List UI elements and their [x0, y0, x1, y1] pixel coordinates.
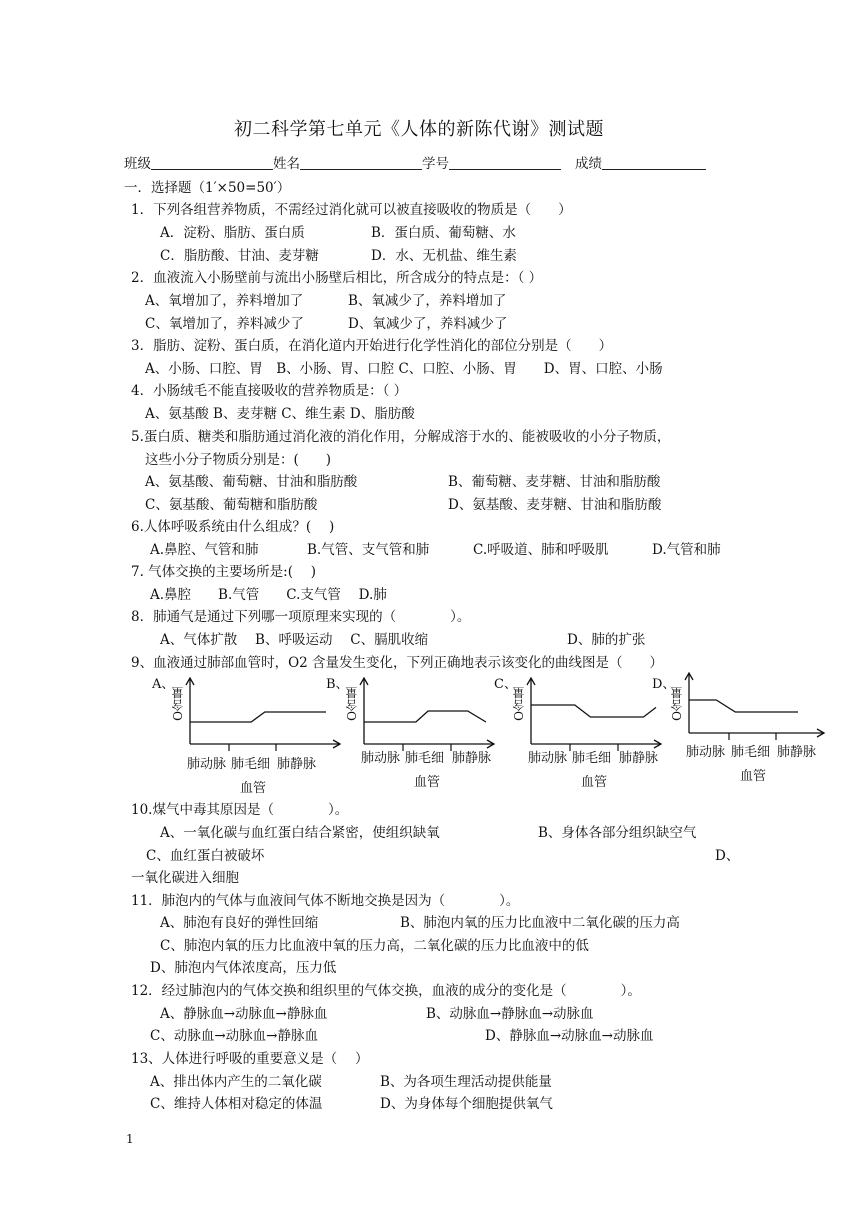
q5-option-a: A、氨基酸、葡萄糖、甘油和脂肪酸	[145, 474, 358, 490]
number-label: 学号	[422, 156, 449, 172]
q5-option-c: C、氨基酸、葡萄糖和脂肪酸	[145, 497, 318, 513]
question-1: 1．下列各组营养物质，不需经过消化就可以被直接吸收的物质是（ ）	[131, 202, 572, 218]
x-category-label: 血管	[414, 775, 441, 790]
q6-option-c: C.呼吸道、肺和呼吸肌	[473, 542, 609, 558]
q1-option-a: A．淀粉、脂肪、蛋白质	[160, 225, 305, 241]
y-axis-arrow	[685, 673, 693, 680]
q10-option-a: A、一氧化碳与血红蛋白结合紧密，使组织缺氧	[160, 825, 440, 841]
q5-option-b: B、葡萄糖、麦芽糖、甘油和脂肪酸	[448, 474, 661, 490]
y-axis-arrow	[360, 678, 368, 685]
q12-option-b: B、动脉血→静脉血→动脉血	[426, 1006, 594, 1022]
q6-option-b: B.气管、支气管和肺	[307, 542, 430, 558]
x-category-label: 肺动脉	[528, 751, 568, 766]
q8-option-d: D、肺的扩张	[567, 632, 646, 648]
x-category-label: 肺静脉	[452, 751, 492, 766]
x-category-label: 肺毛细	[231, 757, 271, 772]
q1-option-d: D．水、无机盐、维生素	[371, 248, 517, 264]
q3-options: A、小肠、口腔、胃 B、小肠、胃、口腔 C、口腔、小肠、胃 D、胃、口腔、小肠	[145, 361, 663, 377]
q1-option-b: B．蛋白质、葡萄糖、水	[371, 225, 516, 241]
q2-option-b: B、氧减少了，养料增加了	[348, 293, 507, 309]
question-3: 3．脂肪、淀粉、蛋白质，在消化道内开始进行化学性消化的部位分别是（ ）	[131, 338, 613, 354]
question-10: 10.煤气中毒其原因是（ ）。	[131, 802, 349, 818]
q7-options: A.鼻腔 B.气管 C.支气管 D.肺	[150, 587, 387, 603]
q2-option-c: C、氧增加了，养料减少了	[145, 316, 304, 332]
q13-option-d: D、为身体每个细胞提供氧气	[380, 1096, 553, 1112]
class-field[interactable]	[151, 155, 273, 170]
x-category-label: 肺静脉	[277, 757, 317, 772]
chart-option-label: A、	[152, 677, 175, 692]
name-label: 姓名	[273, 156, 300, 172]
question-13: 13、人体进行呼吸的重要意义是（ ）	[131, 1051, 369, 1067]
score-label: 成绩	[575, 156, 602, 172]
q6-option-a: A.鼻腔、气管和肺	[150, 542, 259, 558]
question-8: 8．肺通气是通过下列哪一项原理来实现的（ ）。	[131, 609, 471, 625]
y-axis-arrow	[527, 678, 535, 685]
page-title: 初二科学第七单元《人体的新陈代谢》测试题	[234, 119, 604, 140]
q13-option-b: B、为各项生理活动提供能量	[380, 1074, 552, 1090]
o2-curve	[364, 711, 486, 722]
x-category-label: 肺毛细	[405, 751, 445, 766]
question-7: 7. 气体交换的主要场所是:( )	[131, 564, 317, 580]
x-category-label: 血管	[740, 769, 767, 784]
x-category-label: 肺动脉	[361, 751, 401, 766]
q2-option-a: A、氧增加了，养料增加了	[145, 293, 304, 309]
number-field[interactable]	[449, 155, 561, 170]
q5-option-d: D、氨基酸、麦芽糖、甘油和脂肪酸	[448, 497, 662, 513]
question-5-continued: 这些小分子物质分别是：( )	[145, 452, 332, 468]
question-4: 4．小肠绒毛不能直接吸收的营养物质是：（ ）	[131, 383, 408, 399]
o2-curve	[190, 712, 326, 722]
chart-y-label: O含量	[345, 687, 359, 721]
x-axis-arrow	[333, 740, 340, 748]
x-category-label: 血管	[240, 781, 267, 796]
q12-option-c: C、动脉血→动脉血→静脉血	[150, 1028, 318, 1044]
name-field[interactable]	[300, 155, 422, 170]
chart-y-label: O含量	[670, 687, 684, 721]
x-category-label: 肺静脉	[619, 751, 659, 766]
x-category-label: 肺毛细	[731, 745, 771, 760]
q10-option-b: B、身体各部分组织缺空气	[538, 825, 697, 841]
q10-option-c: C、血红蛋白被破坏	[146, 848, 265, 864]
q10-option-d-label: D、	[715, 848, 740, 864]
q1-option-c: C．脂肪酸、甘油、麦芽糖	[160, 248, 319, 264]
q2-option-d: D、氧减少了，养料减少了	[348, 316, 508, 332]
class-label: 班级	[124, 156, 151, 172]
question-5: 5.蛋白质、糖类和脂肪通过消化液的消化作用，分解成溶于水的、能被吸收的小分子物质，	[131, 429, 671, 445]
chart-option-label: B、	[326, 677, 349, 692]
q11-option-d: D、肺泡内气体浓度高，压力低	[150, 960, 337, 976]
q4-options: A、氨基酸 B、麦芽糖 C、维生素 D、脂肪酸	[145, 406, 415, 422]
question-11: 11．肺泡内的气体与血液间气体不断地交换是因为（ ）。	[131, 893, 520, 909]
question-6: 6.人体呼吸系统由什么组成？( )	[131, 519, 335, 535]
q12-option-d: D、静脉血→动脉血→动脉血	[485, 1028, 654, 1044]
x-category-label: 血管	[581, 775, 608, 790]
chart-option-label: D、	[652, 677, 676, 692]
y-axis-arrow	[186, 678, 194, 685]
q11-option-c: C、肺泡内氧的压力比血液中氧的压力高，二氧化碳的压力比血液中的低	[160, 938, 589, 954]
x-category-label: 肺静脉	[777, 745, 817, 760]
q12-option-a: A、静脉血→动脉血→静脉血	[160, 1006, 328, 1022]
question-9: 9、血液通过肺部血管时，O2 含量发生变化，下列正确地表示该变化的曲线图是（ ）	[131, 655, 664, 671]
x-category-label: 肺动脉	[686, 745, 726, 760]
chart-y-label: O含量	[171, 687, 185, 721]
q10-option-d-text: 一氧化碳进入细胞	[131, 870, 239, 886]
question-12: 12．经过肺泡内的气体交换和组织里的气体交换，血液的成分的变化是（ ）。	[131, 983, 641, 999]
q13-option-a: A、排出体内产生的二氧化碳	[150, 1074, 322, 1090]
question-2: 2．血液流入小肠壁前与流出小肠壁后相比，所含成分的特点是：（ ）	[131, 270, 543, 286]
x-category-label: 肺毛细	[572, 751, 612, 766]
q13-option-c: C、维持人体相对稳定的体温	[150, 1096, 323, 1112]
x-category-label: 肺动脉	[187, 757, 227, 772]
section-heading: 一．选择题（1′×50=50′）	[124, 180, 291, 196]
q11-option-a: A、肺泡有良好的弹性回缩	[160, 915, 319, 931]
q6-option-d: D.气管和肺	[652, 542, 721, 558]
q11-option-b: B、肺泡内氧的压力比血液中二氧化碳的压力高	[400, 915, 680, 931]
chart-y-label: O含量	[512, 687, 526, 721]
chart-option-label: C、	[494, 677, 517, 692]
o2-curve	[689, 700, 798, 712]
info-line	[124, 152, 706, 172]
o2-curve	[531, 705, 656, 717]
x-axis-arrow	[817, 729, 824, 737]
score-field[interactable]	[602, 155, 706, 170]
q8-options-abc: A、气体扩散 B、呼吸运动 C、膈肌收缩	[160, 632, 429, 648]
page-number: 1	[126, 1132, 134, 1146]
